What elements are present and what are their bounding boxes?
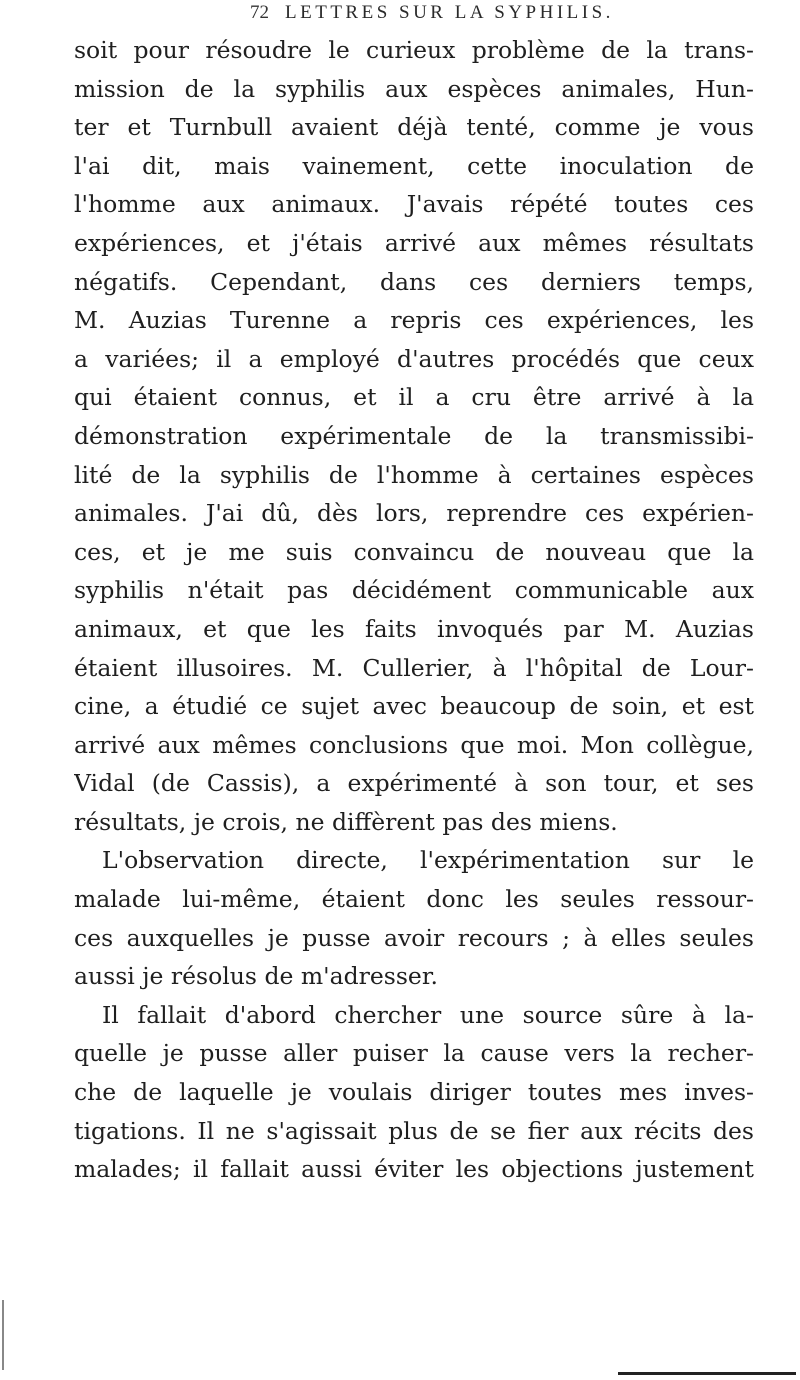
text-line: expériences, et j'étais arrivé aux mêmes résultats <box>74 228 754 257</box>
text-line: étaient illusoires. M. Cullerier, à l'hôpital de Lour- <box>74 653 754 682</box>
margin-mark <box>2 1300 4 1370</box>
text-line: l'ai dit, mais vainement, cette inoculation de <box>74 151 754 180</box>
text-line: animales. J'ai dû, dès lors, reprendre ces expérien- <box>74 499 754 528</box>
text-line: aussi je résolus de m'adresser. <box>74 962 438 991</box>
text-line: animaux, et que les faits invoqués par M. Auzias <box>74 614 754 643</box>
text-line: Vidal (de Cassis), a expérimenté à son tour, et ses <box>74 769 754 798</box>
text-line: lité de la syphilis de l'homme à certaines espèces <box>74 460 754 489</box>
text-line: ces auxquelles je pusse avoir recours ; à elles seules <box>74 923 754 952</box>
text-line: arrivé aux mêmes conclusions que moi. Mon collègue, <box>74 730 754 759</box>
text-line: qui étaient connus, et il a cru être arrivé à la <box>74 383 754 412</box>
text-line: Il fallait d'abord chercher une source sûre à la- <box>102 1000 754 1029</box>
text-line: malade lui-même, étaient donc les seules ressour- <box>74 885 754 914</box>
text-line: négatifs. Cependant, dans ces derniers temps, <box>74 267 754 296</box>
text-line: che de laquelle je voulais diriger toutes mes inves- <box>74 1078 754 1107</box>
page-header <box>250 2 770 24</box>
text-line: L'observation directe, l'expérimentation sur le <box>102 846 754 875</box>
text-line: mission de la syphilis aux espèces animales, Hun- <box>74 74 754 103</box>
text-line: soit pour résoudre le curieux problème de la trans- <box>74 36 754 64</box>
text-line: malades; il fallait aussi éviter les objections justement <box>74 1155 754 1184</box>
text-line: syphilis n'était pas décidément communicable aux <box>74 576 754 605</box>
text-line: cine, a étudié ce sujet avec beaucoup de soin, et est <box>74 692 754 721</box>
text-line: démonstration expérimentale de la transmissibi- <box>74 421 754 450</box>
text-line: résultats, je crois, ne diffèrent pas des miens. <box>74 807 618 836</box>
text-line: M. Auzias Turenne a repris ces expériences, les <box>74 306 754 335</box>
bottom-rule <box>618 1372 796 1375</box>
text-line: ter et Turnbull avaient déjà tenté, comme je vous <box>74 113 754 142</box>
text-line: tigations. Il ne s'agissait plus de se fier aux récits des <box>74 1116 754 1145</box>
running-head: LETTRES SUR LA SYPHILIS. <box>285 2 614 23</box>
body-text <box>74 31 754 1189</box>
text-line: ces, et je me suis convaincu de nouveau que la <box>74 537 754 566</box>
page-number: 72 <box>250 2 269 23</box>
text-line: quelle je pusse aller puiser la cause vers la recher- <box>74 1039 754 1068</box>
text-line: l'homme aux animaux. J'avais répété toutes ces <box>74 190 754 219</box>
text-line: a variées; il a employé d'autres procédés que ceux <box>74 344 754 373</box>
